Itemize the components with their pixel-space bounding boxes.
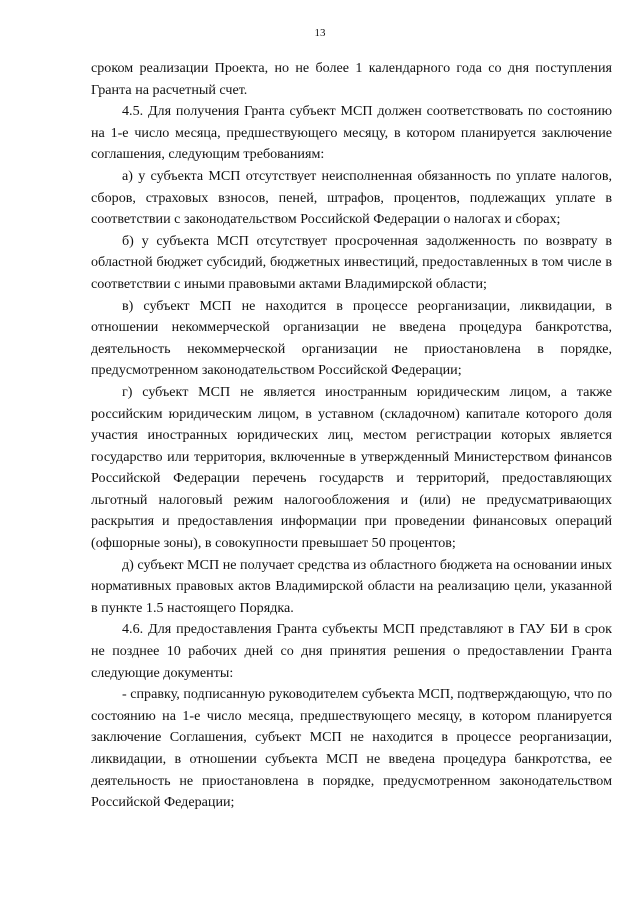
paragraph-item-v: в) субъект МСП не находится в процессе реорганизации, ликвидации, в отношении некоммерческой организации не введена процедура банкротства, деятельность некоммерческой организации не приостановлена в порядке, предусмотренном законодательством Российской Федерации; <box>91 297 612 379</box>
paragraph-item-d: д) субъект МСП не получает средства из областного бюджета на основании иных нормативных правовых актов Владимирской области на реализацию цели, указанной в пункте 1.5 настоящего Порядка. <box>91 556 612 616</box>
document-body <box>91 58 612 814</box>
paragraph-4-5: 4.5. Для получения Гранта субъект МСП должен соответствовать по состоянию на 1-е число месяца, предшествующего месяцу, в котором планируется заключение соглашения, следующим требованиям: <box>91 103 612 163</box>
paragraph-4-6: 4.6. Для предоставления Гранта субъекты МСП представляют в ГАУ БИ в срок не позднее 10 рабочих дней со дня принятия решения о предоставлении Гранта следующие документы: <box>91 621 612 681</box>
paragraph-item-a: а) у субъекта МСП отсутствует неисполненная обязанность по уплате налогов, сборов, страховых взносов, пеней, штрафов, процентов, подлежащих уплате в соответствии с законодательством Российской Федерации о налогах и сборах; <box>91 167 612 228</box>
page-number: 13 <box>314 27 326 39</box>
paragraph-item-b: б) у субъекта МСП отсутствует просроченная задолженность по возврату в областной бюджет субсидий, бюджетных инвестиций, предоставленных в том числе в соответствии с иными правовыми актами Владимирской области; <box>91 232 612 292</box>
paragraph-list-item-certificate: - справку, подписанную руководителем субъекта МСП, подтверждающую, что по состоянию на 1-е число месяца, предшествующего месяцу, в котором планируется заключение Соглашения, субъект МСП не находится в процессе реорганизации, ликвидации, в отношении субъекта МСП не введена процедура банкротства, ее деятельность не приостановлена в порядке, предусмотренном законодательством Российской Федерации; <box>91 686 612 811</box>
paragraph-continuation: сроком реализации Проекта, но не более 1 календарного года со дня поступления Гранта на расчетный счет. <box>91 60 612 98</box>
paragraph-item-g: г) субъект МСП не является иностранным юридическим лицом, а также российским юридическим лицом, в уставном (складочном) капитале которого доля участия иностранных юридических лиц, местом регистрации которых является государство или территория, включенные в утвержденный Министерством финансов Российской Федерации перечень государств и территорий, предоставляющих льготный налоговый режим налогообложения и (или) не предусматривающих раскрытия и предоставления информации при проведении финансовых операций (офшорные зоны), в совокупности превышает 50 процентов; <box>91 383 612 552</box>
